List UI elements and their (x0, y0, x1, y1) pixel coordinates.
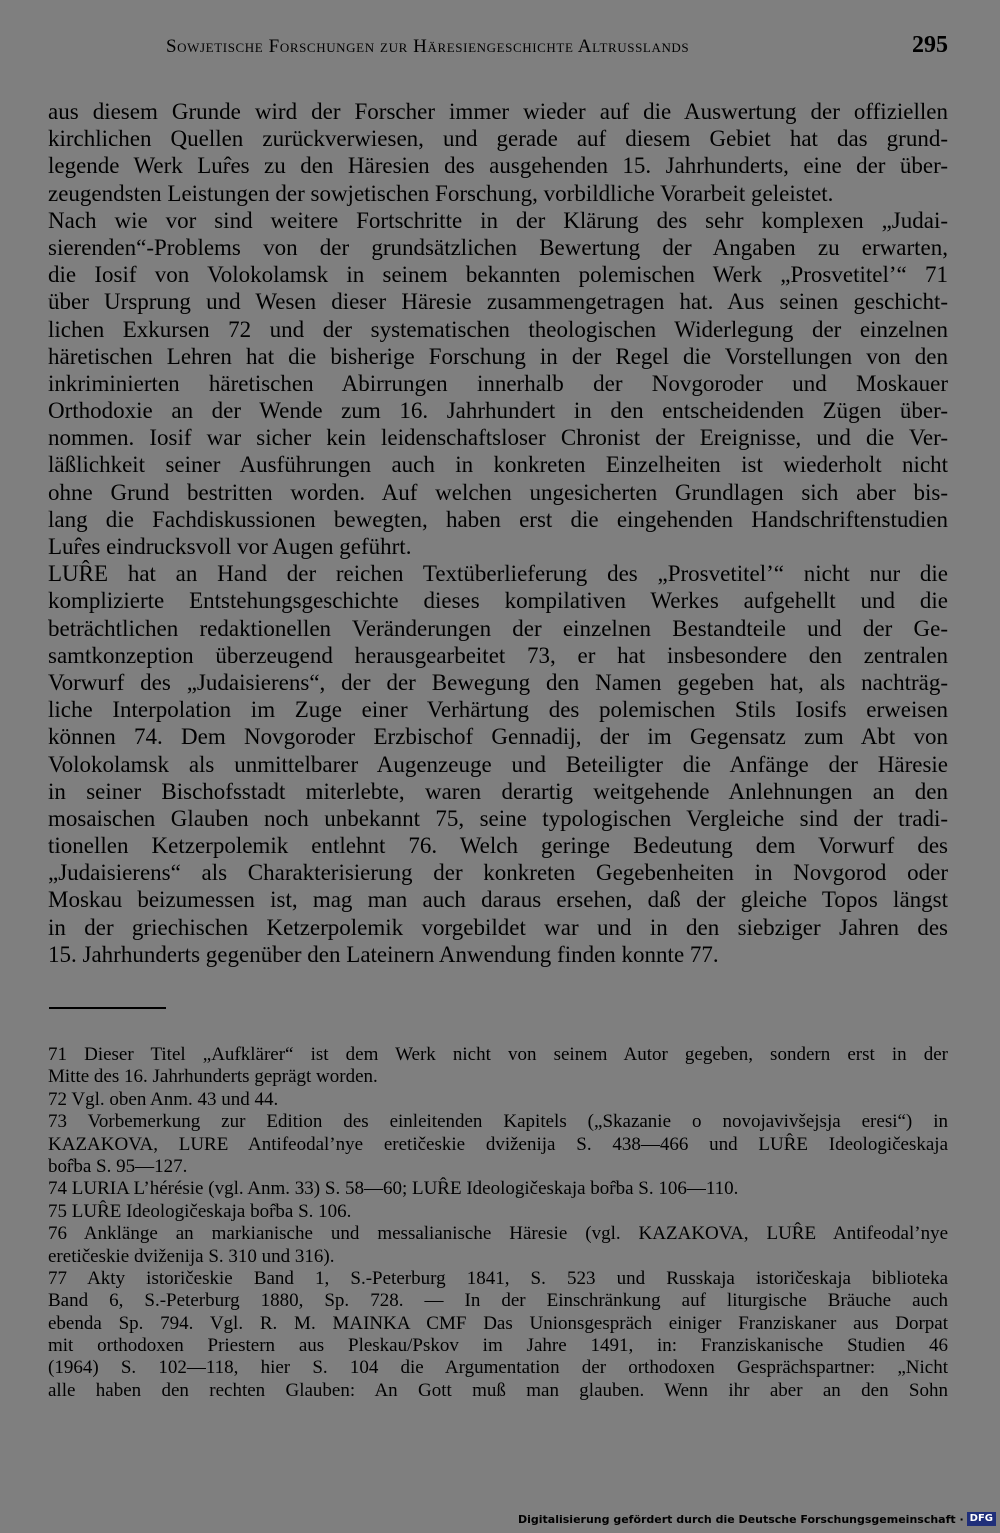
text-line: kirchlichen Quellen zurückverwiesen, und gerade auf diesem Gebiet hat das grund- (48, 126, 948, 152)
text-line: samtkonzeption überzeugend herausgearbeitet 73, er hat insbesondere den zentralen (48, 642, 948, 668)
text-line: Moskau beizumessen ist, mag man auch daraus ersehen, daß der gleiche Topos längst (48, 887, 948, 913)
main-text (48, 98, 948, 968)
dfg-logo: DFG (967, 1512, 996, 1526)
footnote-line: 74 LURIA L’hérésie (vgl. Anm. 33) S. 58—60; LUR̂E Ideologičeskaja bor̂ba S. 106—110. (48, 1178, 739, 1200)
text-line: lang die Fachdiskussionen bewegten, haben erst die eingehenden Handschriftenstudien (48, 506, 948, 532)
footnote-line: eretičeskie dviženija S. 310 und 316). (48, 1245, 335, 1267)
running-head: Sowjetische Forschungen zur Häresiengeschichte Altrusslands (166, 36, 690, 57)
text-line: Vorwurf des „Judaisierens“, der der Bewegung den Namen gegeben hat, als nachträg- (48, 669, 948, 695)
footnote-line: 73 Vorbemerkung zur Edition des einleitenden Kapitels („Skazanie o novojavivšejsja eresi“) in (48, 1111, 948, 1133)
page-number: 295 (912, 32, 948, 58)
footnote-line: 77 Akty istoričeskie Band 1, S.-Peterburg 1841, S. 523 und Russkaja istoričeskaja biblioteka (48, 1267, 948, 1289)
text-line: können 74. Dem Novgoroder Erzbischof Gennadij, der im Gegensatz zum Abt von (48, 724, 948, 750)
text-line: aus diesem Grunde wird der Forscher immer wieder auf die Auswertung der offiziellen (48, 99, 948, 124)
text-line: beträchtlichen redaktionellen Veränderungen der einzelnen Bestandteile und der Ge- (48, 615, 948, 641)
footnote-line: (1964) S. 102—118, hier S. 104 die Argumentation der orthodoxen Gesprächspartner: „Nicht (48, 1357, 948, 1379)
text-line: Volokolamsk als unmittelbarer Augenzeuge und Beteiligter die Anfänge der Häresie (48, 751, 948, 777)
text-line: in der griechischen Ketzerpolemik vorgebildet war und in den siebziger Jahren des (48, 914, 948, 940)
text-line: lichen Exkursen 72 und der systematischen theologischen Widerlegung der einzelnen (48, 316, 948, 342)
footnote-line: 71 Dieser Titel „Aufklärer“ ist dem Werk nicht von seinem Autor gegeben, sondern erst in der (48, 1044, 948, 1065)
text-line: „Judaisierens“ als Charakterisierung der konkreten Gegebenheiten in Novgorod oder (48, 860, 948, 886)
footnote-separator (49, 1007, 166, 1009)
text-line: komplizierte Entstehungsgeschichte dieses kompilativen Werkes aufgehellt und die (48, 588, 948, 614)
text-line: inkriminierten häretischen Abirrungen innerhalb der Novgoroder und Moskauer (48, 370, 948, 396)
text-line: Nach wie vor sind weitere Fortschritte in der Klärung des sehr komplexen „Judai- (48, 207, 948, 233)
text-line: LUR̂E hat an Hand der reichen Textüberlieferung des „Prosvetitel’“ nicht nur die (48, 561, 948, 587)
text-line: häretischen Lehren hat die bisherige Forschung in der Regel die Vorstellungen von den (48, 343, 948, 369)
text-line: die Iosif von Volokolamsk in seinem bekannten polemischen Werk „Prosvetitel’“ 71 (48, 262, 948, 288)
text-line: legende Werk Lur̂es zu den Häresien des ausgehenden 15. Jahrhunderts, eine der über- (48, 153, 948, 179)
text-line: 15. Jahrhunderts gegenüber den Lateinern Anwendung finden konnte 77. (48, 941, 719, 967)
footnote-line: KAZAKOVA, LURE Antifeodal’nye eretičeskie dviženija S. 438—466 und LUR̂E Ideologičeskaja (48, 1133, 948, 1155)
footnote-line: alle haben den rechten Glauben: An Gott muß man glauben. Wenn ihr aber an den Sohn (48, 1379, 948, 1401)
digitization-credit: Digitalisierung gefördert durch die Deutsche Forschungsgemeinschaft · (517, 1512, 964, 1526)
text-line: ohne Grund bestritten worden. Auf welchen ungesicherten Grundlagen sich aber bis- (48, 479, 948, 505)
text-line: über Ursprung und Wesen dieser Häresie zusammengetragen hat. Aus seinen geschicht- (48, 289, 948, 315)
footnote-line: bor̂ba S. 95—127. (48, 1155, 188, 1177)
text-line: nommen. Iosif war sicher kein leidenschaftsloser Chronist der Ereignisse, und die Ver- (48, 425, 948, 451)
text-line: Lur̂es eindrucksvoll vor Augen geführt. (48, 534, 412, 559)
footnote-line: 76 Anklänge an markianische und messalianische Häresie (vgl. KAZAKOVA, LUR̂E Antifeodal’nye (48, 1223, 948, 1245)
text-line: Orthodoxie an der Wende zum 16. Jahrhundert in den entscheidenden Zügen über- (48, 398, 948, 424)
text-line: zeugendsten Leistungen der sowjetischen Forschung, vorbildliche Vorarbeit geleistet. (48, 180, 834, 206)
footnote-line: 72 Vgl. oben Anm. 43 und 44. (48, 1088, 279, 1110)
footnote-line: mit orthodoxen Priestern aus Pleskau/Pskov im Jahre 1491, in: Franziskanische Studien 46 (48, 1335, 948, 1357)
footnote-line: 75 LUR̂E Ideologičeskaja bor̂ba S. 106. (48, 1200, 352, 1222)
text-line: läßlichkeit seiner Ausführungen auch in konkreten Einzelheiten ist wiederholt nicht (48, 452, 948, 478)
footnote-line: Mitte des 16. Jahrhunderts geprägt worden. (48, 1066, 378, 1088)
text-line: tionellen Ketzerpolemik entlehnt 76. Welch geringe Bedeutung dem Vorwurf des (48, 833, 948, 859)
footnotes (48, 1044, 948, 1402)
footnote-line: ebenda Sp. 794. Vgl. R. M. MAINKA CMF Das Unionsgespräch einiger Franziskaner aus Dorpat (48, 1312, 948, 1334)
text-line: sierenden“-Problems von der grundsätzlichen Bewertung der Angaben zu erwarten, (48, 234, 948, 260)
page-header (48, 32, 948, 66)
digitization-footer (518, 1508, 996, 1530)
text-line: mosaischen Glauben noch unbekannt 75, seine typologischen Vergleiche sind der tradi- (48, 805, 948, 831)
text-line: in seiner Bischofsstadt miterlebte, waren derartig weitgehende Anlehnungen an den (48, 778, 948, 804)
footnote-line: Band 6, S.-Peterburg 1880, Sp. 728. — In der Einschränkung auf liturgische Bräuche auch (48, 1290, 948, 1312)
text-line: liche Interpolation im Zuge einer Verhärtung des polemischen Stils Iosifs erweisen (48, 697, 948, 723)
